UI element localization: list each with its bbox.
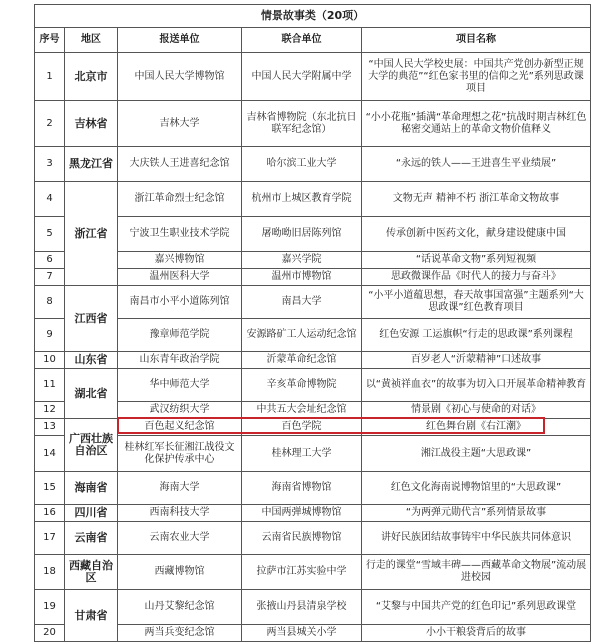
submitter-cell: 温州医科大学 (118, 269, 242, 286)
region-cell: 云南省 (65, 522, 118, 555)
partner-cell: 吉林省博物院（东北抗日联军纪念馆） (242, 101, 362, 147)
header-region: 地区 (65, 28, 118, 53)
table-row (35, 419, 591, 436)
row-no: 17 (35, 522, 65, 555)
submitter-cell: 百色起义纪念馆 (118, 419, 242, 436)
project-cell: 讲好民族团结故事铸牢中华民族共同体意识 (362, 522, 591, 555)
submitter-cell: 南昌市小平小道陈列馆 (118, 286, 242, 319)
partner-cell: 南昌大学 (242, 286, 362, 319)
region-cell: 海南省 (65, 472, 118, 505)
row-no: 11 (35, 369, 65, 402)
project-cell: “话说革命文物”系列短视频 (362, 252, 591, 269)
submitter-cell: 豫章师范学院 (118, 319, 242, 352)
partner-cell: 海南省博物馆 (242, 472, 362, 505)
partner-cell: 嘉兴学院 (242, 252, 362, 269)
header-seq: 序号 (35, 28, 65, 53)
submitter-cell: 西南科技大学 (118, 505, 242, 522)
table-row (35, 369, 591, 402)
table-row (35, 472, 591, 505)
region-cell: 西藏自治区 (65, 555, 118, 590)
submitter-cell: 吉林大学 (118, 101, 242, 147)
submitter-cell: 华中师范大学 (118, 369, 242, 402)
row-no: 15 (35, 472, 65, 505)
table-row (35, 436, 591, 472)
row-no: 8 (35, 286, 65, 319)
submitter-cell: 山丹艾黎纪念馆 (118, 590, 242, 625)
region-cell: 浙江省 (65, 182, 118, 286)
header-project: 项目名称 (362, 28, 591, 53)
table-row (35, 522, 591, 555)
submitter-cell: 浙江革命烈士纪念馆 (118, 182, 242, 217)
row-no: 18 (35, 555, 65, 590)
submitter-cell: 宁波卫生职业技术学院 (118, 217, 242, 252)
partner-cell: 杭州市上城区教育学院 (242, 182, 362, 217)
submitter-cell: 云南农业大学 (118, 522, 242, 555)
partner-cell: 中国两弹城博物馆 (242, 505, 362, 522)
partner-cell: 温州市博物馆 (242, 269, 362, 286)
project-cell: “小小花瓶”插满“革命理想之花”抗战时期吉林红色秘密交通站上的革命文物价值释义 (362, 101, 591, 147)
region-cell: 吉林省 (65, 101, 118, 147)
region-cell: 湖北省 (65, 369, 118, 419)
row-no: 5 (35, 217, 65, 252)
table-row (35, 319, 591, 352)
row-no: 20 (35, 625, 65, 642)
project-cell: “永远的铁人——王进喜生平业绩展” (362, 147, 591, 182)
partner-cell: 两当县城关小学 (242, 625, 362, 642)
partner-cell: 桂林理工大学 (242, 436, 362, 472)
project-cell: 小小干粮袋背后的故事 (362, 625, 591, 642)
project-cell: 红色文化海南说博物馆里的“大思政课” (362, 472, 591, 505)
row-no: 3 (35, 147, 65, 182)
project-cell: “中国人民大学校史展：中国共产党创办新型正规大学的典范”“红色家书里的信仰之光”系列思政课项目 (362, 53, 591, 101)
row-no: 19 (35, 590, 65, 625)
project-cell: 传承创新中医药文化，献身建设健康中国 (362, 217, 591, 252)
projects-table (34, 4, 591, 642)
table-row (35, 625, 591, 642)
project-cell: 红色安源 工运旗帜“行走的思政课”系列课程 (362, 319, 591, 352)
submitter-cell: 西藏博物馆 (118, 555, 242, 590)
table-row (35, 101, 591, 147)
region-cell: 广西壮族自治区 (65, 419, 118, 472)
project-cell: 湘江战役主题“大思政课” (362, 436, 591, 472)
row-no: 6 (35, 252, 65, 269)
table-row (35, 286, 591, 319)
submitter-cell: 大庆铁人王进喜纪念馆 (118, 147, 242, 182)
project-cell: “艾黎与中国共产党的红色印记”系列思政课堂 (362, 590, 591, 625)
partner-cell: 辛亥革命博物院 (242, 369, 362, 402)
project-cell: “小平小道蕴思想，春天故事国富强”主题系列“大思政课”红色教育项目 (362, 286, 591, 319)
partner-cell: 安源路矿工人运动纪念馆 (242, 319, 362, 352)
row-no: 14 (35, 436, 65, 472)
header-partner: 联合单位 (242, 28, 362, 53)
partner-cell: 哈尔滨工业大学 (242, 147, 362, 182)
table-row (35, 147, 591, 182)
submitter-cell: 中国人民大学博物馆 (118, 53, 242, 101)
table-row (35, 53, 591, 101)
row-no: 12 (35, 402, 65, 419)
region-cell: 黑龙江省 (65, 147, 118, 182)
table-row (35, 269, 591, 286)
submitter-cell: 嘉兴博物馆 (118, 252, 242, 269)
table-row (35, 252, 591, 269)
row-no: 2 (35, 101, 65, 147)
partner-cell: 云南省民族博物馆 (242, 522, 362, 555)
partner-cell: 张掖山丹县清泉学校 (242, 590, 362, 625)
row-no: 1 (35, 53, 65, 101)
table-row (35, 555, 591, 590)
project-cell: 以“黄祯祥血衣”的故事为切入口开展革命精神教育 (362, 369, 591, 402)
submitter-cell: 桂林红军长征湘江战役文化保护传承中心 (118, 436, 242, 472)
row-no: 4 (35, 182, 65, 217)
submitter-cell: 两当兵变纪念馆 (118, 625, 242, 642)
submitter-cell: 海南大学 (118, 472, 242, 505)
table-row (35, 182, 591, 217)
table-title: 情景故事类（20项） (35, 5, 591, 28)
region-cell: 四川省 (65, 505, 118, 522)
header-submitter: 报送单位 (118, 28, 242, 53)
region-cell: 甘肃省 (65, 590, 118, 642)
partner-cell: 屠呦呦旧居陈列馆 (242, 217, 362, 252)
row-no: 9 (35, 319, 65, 352)
table-row (35, 352, 591, 369)
project-cell: 红色舞台剧《右江潮》 (362, 419, 591, 436)
project-cell: 百岁老人“沂蒙精神”口述故事 (362, 352, 591, 369)
table-row (35, 590, 591, 625)
partner-cell: 沂蒙革命纪念馆 (242, 352, 362, 369)
row-no: 13 (35, 419, 65, 436)
project-cell: 行走的课堂“雪域丰碑——西藏革命文物展”流动展进校园 (362, 555, 591, 590)
table-row (35, 402, 591, 419)
row-no: 10 (35, 352, 65, 369)
project-cell: 文物无声 精神不朽 浙江革命文物故事 (362, 182, 591, 217)
row-no: 7 (35, 269, 65, 286)
partner-cell: 中共五大会址纪念馆 (242, 402, 362, 419)
partner-cell: 百色学院 (242, 419, 362, 436)
project-cell: 思政微课作品《时代人的接力与奋斗》 (362, 269, 591, 286)
region-cell: 江西省 (65, 286, 118, 352)
submitter-cell: 武汉纺织大学 (118, 402, 242, 419)
region-cell: 北京市 (65, 53, 118, 101)
submitter-cell: 山东青年政治学院 (118, 352, 242, 369)
table-row (35, 505, 591, 522)
region-cell: 山东省 (65, 352, 118, 369)
project-cell: 情景剧《初心与使命的对话》 (362, 402, 591, 419)
partner-cell: 拉萨市江苏实验中学 (242, 555, 362, 590)
row-no: 16 (35, 505, 65, 522)
table-row (35, 217, 591, 252)
project-cell: “为两弹元勋代言”系列情景故事 (362, 505, 591, 522)
partner-cell: 中国人民大学附属中学 (242, 53, 362, 101)
